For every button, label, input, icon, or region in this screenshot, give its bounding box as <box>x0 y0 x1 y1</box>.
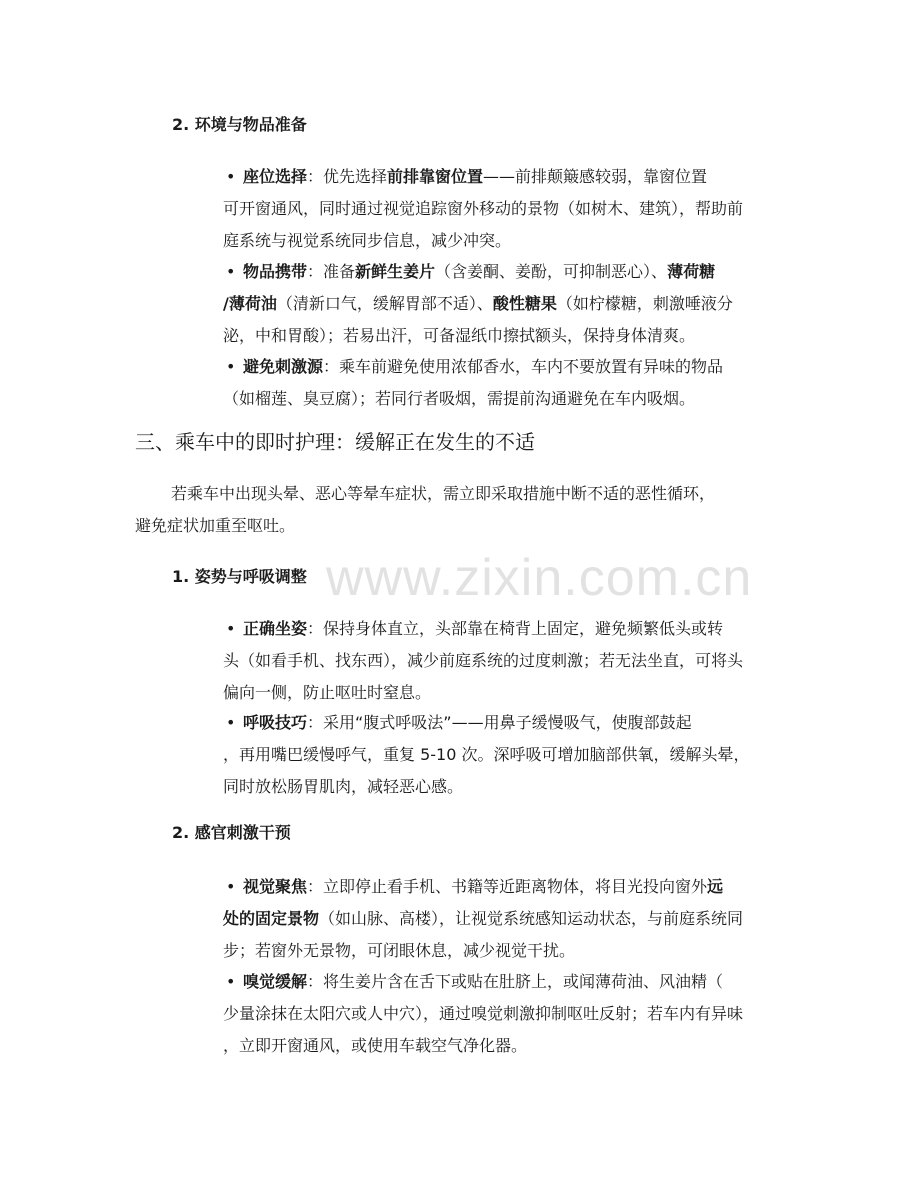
item-term: 正确坐姿 <box>243 619 308 638</box>
item-term: 嗅觉缓解 <box>243 972 308 991</box>
bullet: • <box>226 619 236 638</box>
item-term: 座位选择 <box>243 167 308 186</box>
list-item-visual: • 视觉聚焦：立即停止看手机、书籍等近距离物体，将目光投向窗外远 处的固定景物（如山脉、高楼），让视觉系统感知运动状态，与前庭系统同 步；若窗外无景物，可闭眼休息，减少视觉干扰。 <box>243 871 788 967</box>
item-term: 避免刺激源 <box>243 357 324 376</box>
list-item-breathing: • 呼吸技巧：采用“腹式呼吸法”——用鼻子缓慢吸气，使腹部鼓起 ，再用嘴巴缓慢呼气，重复 5-10 次。深呼吸可增加脑部供氧，缓解头晕， 同时放松肠胃肌肉，减轻恶心感。 <box>243 707 788 803</box>
list-item-seat: • 座位选择：优先选择前排靠窗位置——前排颠簸感较弱，靠窗位置 可开窗通风，同时通过视觉追踪窗外移动的景物（如树木、建筑），帮助前 庭系统与视觉系统同步信息，减少冲突。 <box>243 161 788 257</box>
watermark: www.zixin.com.cn <box>326 549 753 607</box>
bullet: • <box>226 262 236 281</box>
list-item-avoid: • 避免刺激源：乘车前避免使用浓郁香水，车内不要放置有异味的物品 （如榴莲、臭豆腐）；若同行者吸烟，需提前沟通避免在车内吸烟。 <box>243 351 788 415</box>
item-term: 视觉聚焦 <box>243 877 308 896</box>
section-title-immediate-care: 三、乘车中的即时护理：缓解正在发生的不适 <box>135 430 535 454</box>
intro-paragraph: 若乘车中出现头晕、恶心等晕车症状，需立即采取措施中断不适的恶性循环， 避免症状加重至呕吐。 <box>135 484 716 535</box>
bullet: • <box>226 877 236 896</box>
bullet: • <box>226 167 236 186</box>
list-item-posture: • 正确坐姿：保持身体直立，头部靠在椅背上固定，避免频繁低头或转 头（如看手机、找东西），减少前庭系统的过度刺激；若无法坐直，可将头 偏向一侧，防止呕吐时窒息。 <box>243 613 788 709</box>
item-term: 呼吸技巧 <box>243 713 308 732</box>
bullet: • <box>226 713 236 732</box>
section-heading-posture: 1. 姿势与呼吸调整 <box>172 567 307 586</box>
item-term: 物品携带 <box>243 262 308 281</box>
list-item-carry: • 物品携带：准备新鲜生姜片（含姜酮、姜酚，可抑制恶心）、薄荷糖 /薄荷油（清新口气，缓解胃部不适）、酸性糖果（如柠檬糖，刺激唾液分 泌，中和胃酸）；若易出汗，可备湿纸巾擦拭额头，保持身体清爽。 <box>243 256 788 352</box>
bullet: • <box>226 972 236 991</box>
bullet: • <box>226 357 236 376</box>
section-heading-senses: 2. 感官刺激干预 <box>172 823 291 842</box>
section-heading-environment: 2. 环境与物品准备 <box>172 115 307 134</box>
list-item-smell: • 嗅觉缓解：将生姜片含在舌下或贴在肚脐上，或闻薄荷油、风油精（ 少量涂抹在太阳穴或人中穴），通过嗅觉刺激抑制呕吐反射；若车内有异味 ，立即开窗通风，或使用车载空气净化器。 <box>243 966 788 1062</box>
